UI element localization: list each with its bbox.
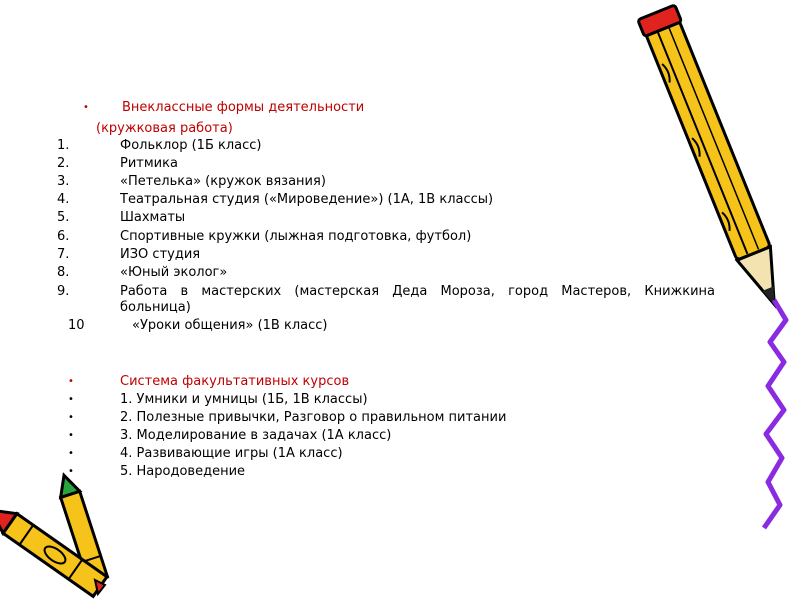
list-item: Работа в мастерских (мастерская Деда Мороза, город Мастеров, Книжкина больница) [120,284,715,315]
list-bullet: • [68,430,74,441]
list-item: 4. Развивающие игры (1А класс) [120,446,343,461]
list-item-number: 5. [57,210,70,225]
list-item: «Петелька» (кружок вязания) [120,174,326,189]
list-item: Шахматы [120,210,186,225]
list-item-number: 4. [57,192,70,207]
list-item-number: 10 [68,318,85,333]
section1-title: Внеклассные формы деятельности [122,100,365,115]
list-item-number: 9. [57,284,70,299]
list-item: 5. Народоведение [120,464,246,479]
list-item-number: 7. [57,247,70,262]
list-item-number: 8. [57,265,70,280]
crayons-icon [0,470,140,600]
section1-bullet: • [83,102,89,113]
list-item: «Юный эколог» [120,265,228,280]
list-item: ИЗО студия [120,247,201,262]
section2-title: Система факультативных курсов [120,374,350,389]
list-item: Театральная студия («Мироведение») (1А, 1В классы) [120,192,494,207]
list-item: Спортивные кружки (лыжная подготовка, футбол) [120,229,472,244]
list-item: 3. Моделирование в задачах (1А класс) [120,428,392,443]
list-item: «Уроки общения» (1В класс) [132,318,328,333]
list-item: 2. Полезные привычки, Разговор о правильном питании [120,410,507,425]
list-bullet: • [68,466,74,477]
list-item: Ритмика [120,156,178,171]
section2-bullet: • [68,376,74,387]
section1-subtitle: (кружковая работа) [96,121,233,136]
list-item-number: 2. [57,156,70,171]
list-bullet: • [68,412,74,423]
lightning-bolt-icon [752,300,797,530]
list-item-number: 1. [57,138,70,153]
list-item-number: 3. [57,174,70,189]
list-item: 1. Умники и умницы (1Б, 1В классы) [120,392,368,407]
list-item: Фольклор (1Б класс) [120,138,262,153]
list-bullet: • [68,394,74,405]
list-item-number: 6. [57,229,70,244]
list-bullet: • [68,448,74,459]
pencil-icon [640,0,800,340]
